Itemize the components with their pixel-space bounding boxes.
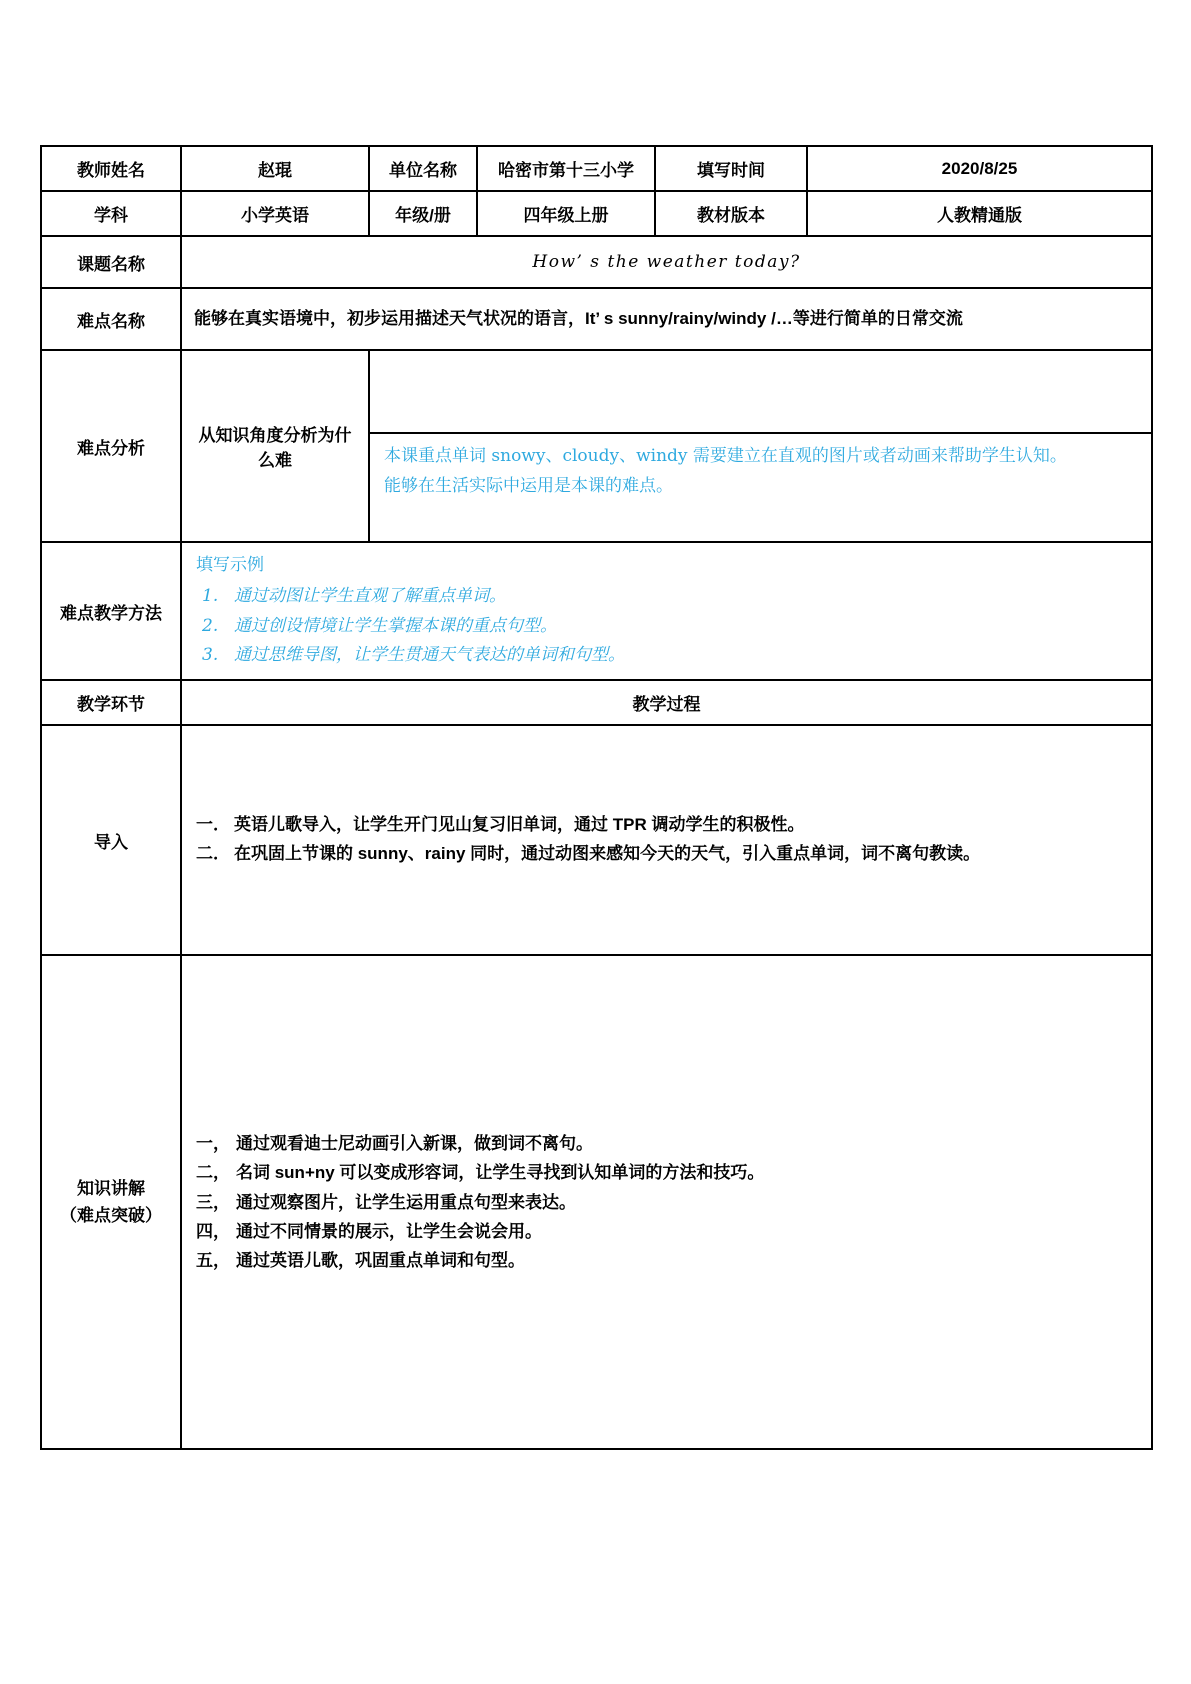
intro-item-text: 在巩固上节课的 sunny、rainy 同时，通过动图来感知今天的天气，引入重点单词，词不离句教读。 bbox=[234, 844, 981, 864]
method-item-text: 通过创设情境让学生掌握本课的重点句型。 bbox=[234, 615, 557, 636]
difficulty-analysis-label: 难点分析 bbox=[41, 350, 181, 542]
intro-content-cell bbox=[181, 725, 1152, 955]
analysis-line-2: 能够在生活实际中运用是本课的难点。 bbox=[384, 476, 673, 496]
table-row bbox=[41, 236, 1152, 288]
knowledge-item bbox=[196, 1158, 1137, 1187]
table-row bbox=[41, 288, 1152, 350]
difficulty-name-label: 难点名称 bbox=[41, 288, 181, 350]
analysis-content-cell bbox=[369, 350, 1152, 542]
table-row bbox=[41, 146, 1152, 191]
knowledge-label-line-1: 知识讲解 bbox=[77, 1178, 145, 1198]
analysis-empty-cell bbox=[370, 382, 1151, 434]
grade-label: 年级/册 bbox=[369, 191, 477, 236]
analysis-sub-label: 从知识角度分析为什么难 bbox=[181, 350, 369, 542]
intro-label: 导入 bbox=[41, 725, 181, 955]
fill-time-value: 2020/8/25 bbox=[807, 146, 1152, 191]
analysis-content bbox=[370, 434, 1151, 510]
unit-name-label: 单位名称 bbox=[369, 146, 477, 191]
method-item-text: 通过动图让学生直观了解重点单词。 bbox=[234, 585, 506, 606]
table-row bbox=[41, 680, 1152, 725]
knowledge-item-number: 一， bbox=[196, 1134, 230, 1154]
topic-value: How’ s the weather today? bbox=[181, 236, 1152, 288]
knowledge-item-text: 通过英语儿歌，巩固重点单词和句型。 bbox=[236, 1250, 525, 1270]
knowledge-item bbox=[196, 1188, 1137, 1217]
analysis-line-1: 本课重点单词 snowy、cloudy、windy 需要建立在直观的图片或者动画来帮助学生认知。 bbox=[384, 446, 1067, 467]
subject-label: 学科 bbox=[41, 191, 181, 236]
method-item bbox=[196, 612, 1137, 642]
knowledge-label bbox=[41, 955, 181, 1449]
teaching-method-cell bbox=[181, 542, 1152, 680]
knowledge-item-text: 名词 sun+ny 可以变成形容词，让学生寻找到认知单词的方法和技巧。 bbox=[236, 1163, 765, 1183]
subject-value: 小学英语 bbox=[181, 191, 369, 236]
table-row bbox=[41, 191, 1152, 236]
unit-name-value: 哈密市第十三小学 bbox=[477, 146, 655, 191]
knowledge-item-number: 四， bbox=[196, 1221, 230, 1241]
knowledge-item bbox=[196, 1217, 1137, 1246]
intro-item bbox=[196, 840, 1137, 869]
knowledge-item-text: 通过观看迪士尼动画引入新课，做到词不离句。 bbox=[236, 1134, 593, 1154]
knowledge-item-text: 通过观察图片，让学生运用重点句型来表达。 bbox=[236, 1192, 576, 1212]
knowledge-content-cell bbox=[181, 955, 1152, 1449]
segment-label: 教学环节 bbox=[41, 680, 181, 725]
intro-item-number: 二． bbox=[196, 844, 230, 864]
edition-value: 人教精通版 bbox=[807, 191, 1152, 236]
method-item bbox=[196, 582, 1137, 612]
intro-item-text: 英语儿歌导入，让学生开门见山复习旧单词，通过 TPR 调动学生的积极性。 bbox=[234, 815, 805, 835]
edition-label: 教材版本 bbox=[655, 191, 807, 236]
knowledge-label-line-2: （难点突破） bbox=[60, 1206, 162, 1226]
method-item-text: 通过思维导图，让学生贯通天气表达的单词和句型。 bbox=[234, 645, 625, 666]
teacher-name-label: 教师姓名 bbox=[41, 146, 181, 191]
knowledge-item-text: 通过不同情景的展示，让学生会说会用。 bbox=[236, 1221, 542, 1241]
method-item bbox=[196, 641, 1137, 671]
grade-value: 四年级上册 bbox=[477, 191, 655, 236]
method-list bbox=[196, 582, 1137, 671]
table-row bbox=[41, 725, 1152, 955]
topic-label: 课题名称 bbox=[41, 236, 181, 288]
fill-time-label: 填写时间 bbox=[655, 146, 807, 191]
table-row bbox=[41, 542, 1152, 680]
table-row bbox=[41, 955, 1152, 1449]
knowledge-item-number: 二， bbox=[196, 1163, 230, 1183]
knowledge-item-number: 五， bbox=[196, 1250, 230, 1270]
lesson-plan-table bbox=[40, 145, 1153, 1450]
knowledge-item bbox=[196, 1129, 1137, 1158]
table-row bbox=[41, 350, 1152, 542]
intro-item-number: 一． bbox=[196, 815, 230, 835]
intro-item bbox=[196, 811, 1137, 840]
knowledge-item-number: 三， bbox=[196, 1192, 230, 1212]
process-title: 教学过程 bbox=[181, 680, 1152, 725]
method-item-number: 1. bbox=[202, 585, 219, 606]
method-intro: 填写示例 bbox=[196, 555, 264, 575]
difficulty-name-value: 能够在真实语境中，初步运用描述天气状况的语言，It’ s sunny/rainy/windy /…等进行简单的日常交流 bbox=[181, 288, 1152, 350]
method-item-number: 3. bbox=[202, 645, 219, 666]
knowledge-item bbox=[196, 1246, 1137, 1275]
teacher-name-value: 赵琨 bbox=[181, 146, 369, 191]
teaching-method-label: 难点教学方法 bbox=[41, 542, 181, 680]
method-item-number: 2. bbox=[202, 615, 219, 636]
